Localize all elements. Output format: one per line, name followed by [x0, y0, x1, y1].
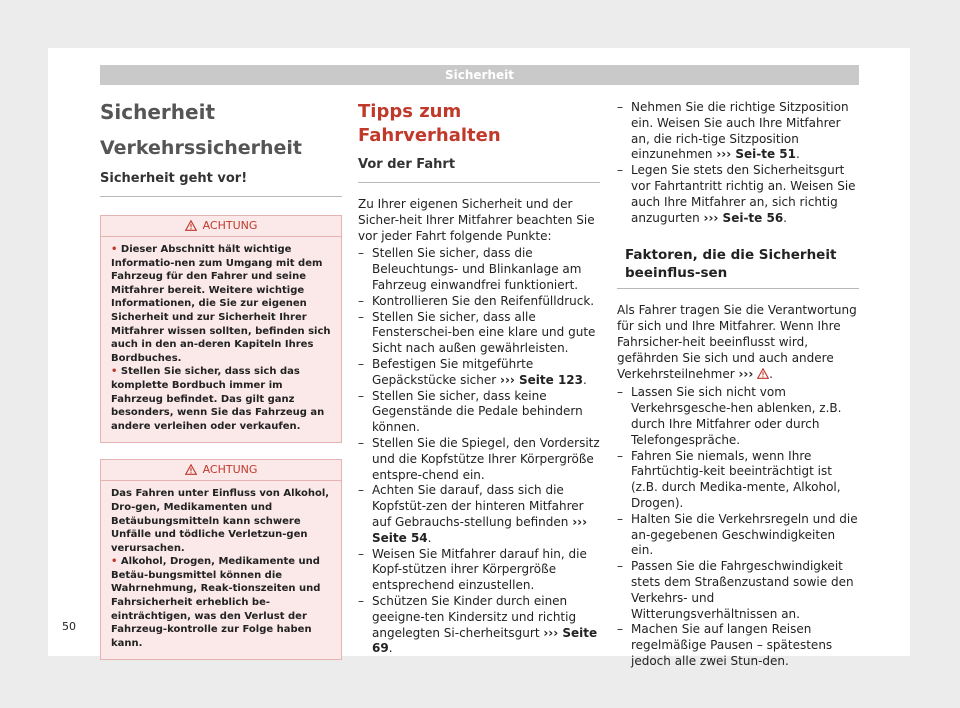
chapter-subtitle: Verkehrssicherheit [100, 137, 303, 159]
list-item: – Stellen Sie die Spiegel, den Vordersitz und die Kopfstütze Ihrer Körpergröße entspre-chend ein. [358, 436, 600, 483]
warning-box [100, 459, 342, 660]
page-number: 50 [62, 620, 76, 633]
list-item: – Fahren Sie niemals, wenn Ihre Fahrtüchtig-keit beeinträchtigt ist (z.B. durch Medika-mente, Alkohol, Drogen). [617, 449, 859, 512]
warning-label: ACHTUNG [202, 219, 258, 232]
list-item: – Schützen Sie Kinder durch einen geeigne-ten Kindersitz und richtig angelegten Si-cherheitsgurt ››› Seite 69. [358, 594, 600, 657]
warning-box [100, 215, 342, 443]
warning-triangle-icon [757, 368, 769, 384]
warning-header [101, 460, 341, 481]
section-heading: Faktoren, die die Sicherheit beeinflus-sen [617, 246, 859, 289]
page-link[interactable]: ››› Seite 54 [372, 514, 588, 545]
page-link[interactable]: ››› [738, 366, 754, 381]
warning-item: • Alkohol, Drogen, Medikamente und Betäu-bungsmittel können die Wahrnehmung, Reak-tionszeiten und Fahrsicherheit erheblich be-einträchtigen, was den Verlust der Fahrzeug-kontrolle zur Folge haben kann. [111, 556, 321, 649]
list-item: – Halten Sie die Verkehrsregeln und die an-gegebenen Geschwindigkeiten ein. [617, 512, 859, 559]
list-item: – Machen Sie auf langen Reisen regelmäßige Pausen – spätestens jedoch alle zwei Stun-den. [617, 622, 859, 669]
middle-column [358, 100, 600, 657]
list-item: – Nehmen Sie die richtige Sitzposition ein. Weisen Sie auch Ihre Mitfahrer an, die rich-tige Sitzposition einzunehmen ››› Sei-te 51. [617, 100, 859, 163]
list-item: – Lassen Sie sich nicht vom Verkehrsgesche-hen ablenken, z.B. durch Ihre Mitfahrer oder durch Telefongespräche. [617, 385, 859, 448]
warning-item: • Dieser Abschnitt hält wichtige Informatio-nen zum Umgang mit dem Fahrzeug für den Fahrer und seine Mitfahrer bereit. Weitere wichtige Informationen, die Sie zur eigenen Sicherheit und zur Sicherheit Ihrer Mitfahrer wissen sollten, befinden sich auch in den an-deren Kapiteln Ihres Bordbuches. [111, 244, 331, 364]
list-item: – Weisen Sie Mitfahrer darauf hin, die Kopf-stützen ihrer Körpergröße entsprechend einzustellen. [358, 547, 600, 594]
page-link[interactable]: ››› Seite 123 [500, 372, 584, 387]
intro-text: Zu Ihrer eigenen Sicherheit und der Sicher-heit Ihrer Mitfahrer beachten Sie vor jeder Fahrt folgende Punkte: [358, 197, 595, 243]
list-item: – Stellen Sie sicher, dass alle Fensterschei-ben eine klare und gute Sicht nach außen gewährleisten. [358, 310, 600, 357]
chapter-title: Sicherheit [100, 100, 215, 124]
list-item: – Stellen Sie sicher, dass keine Gegenstände die Pedale behindern können. [358, 389, 600, 436]
section-heading: Sicherheit geht vor! [100, 170, 342, 197]
warning-intro: Das Fahren unter Einfluss von Alkohol, Dro-gen, Medikamenten und Betäubungsmitteln kann schwere Unfälle und tödliche Verletzun-gen verursachen. [111, 488, 330, 554]
list-item: – Stellen Sie sicher, dass die Beleuchtungs- und Blinkanlage am Fahrzeug einwandfrei funktioniert. [358, 246, 600, 293]
chapter-title: Tipps zum Fahrverhalten [358, 101, 501, 146]
warning-item: • Stellen Sie sicher, dass sich das komplette Bordbuch immer im Fahrzeug befindet. Das gilt ganz besonders, wenn Sie das Fahrzeug an andere verleihen oder verkaufen. [111, 366, 325, 432]
page-link[interactable]: ››› Sei-te 51 [716, 147, 796, 162]
intro-text: Als Fahrer tragen Sie die Verantwortung für sich und Ihre Mitfahrer. Wenn Ihre Fahrsicher-heit beeinflusst wird, gefährden Sie sich und auch andere Verkehrsteilnehmer ››› . [617, 303, 859, 383]
section-heading: Vor der Fahrt [358, 156, 600, 183]
section-header-bar: Sicherheit [100, 65, 859, 85]
list-item: – Kontrollieren Sie den Reifenfülldruck. [358, 294, 600, 310]
left-column [100, 100, 342, 660]
warning-triangle-icon [185, 462, 197, 482]
page-link[interactable]: ››› Sei-te 56 [703, 210, 784, 225]
warning-label: ACHTUNG [202, 463, 258, 477]
warning-header [101, 216, 341, 237]
list-item: – Passen Sie die Fahrgeschwindigkeit stets dem Straßenzustand sowie den Verkehrs- und Witterungsverhältnissen an. [617, 559, 859, 622]
right-column [617, 100, 859, 670]
page-link[interactable]: ››› Seite 69 [372, 625, 598, 656]
list-item: – Befestigen Sie mitgeführte Gepäckstücke sicher ››› Seite 123. [358, 357, 600, 389]
list-item: – Legen Sie stets den Sicherheitsgurt vor Fahrtantritt richtig an. Weisen Sie auch Ihre Mitfahrer an, sich richtig anzugurten ››› Sei-te 56. [617, 163, 859, 226]
list-item: – Achten Sie darauf, dass sich die Kopfstüt-zen der hinteren Mitfahrer auf Gebrauchs-stellung befinden ››› Seite 54. [358, 483, 600, 546]
warning-triangle-icon [185, 218, 197, 238]
